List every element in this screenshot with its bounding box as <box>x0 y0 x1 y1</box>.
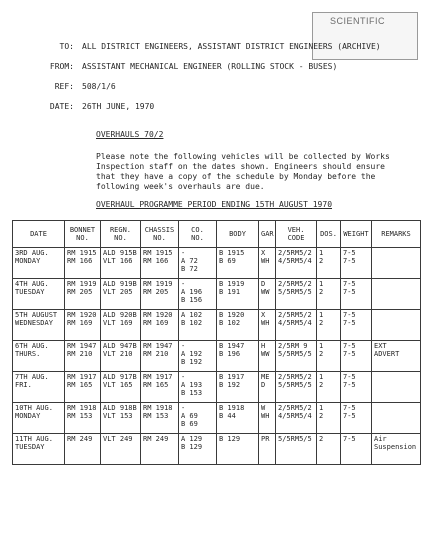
table-cell <box>372 310 421 341</box>
table-cell: A 129 B 129 <box>179 434 217 465</box>
table-row <box>13 310 421 341</box>
ref-value: 508/1/6 <box>82 82 116 91</box>
header-cell: BONNET NO. <box>65 221 101 248</box>
table-cell: 6TH AUG. THURS. <box>13 341 65 372</box>
table-cell: 7-5 7-5 <box>341 310 372 341</box>
heading: OVERHAULS 70/2 <box>96 130 164 139</box>
table-cell: 1 2 <box>317 341 341 372</box>
table-cell: B 129 <box>217 434 259 465</box>
table-cell: ALD 915B VLT 166 <box>101 248 141 279</box>
to-label: TO: <box>59 42 74 51</box>
table-cell: 7-5 7-5 <box>341 341 372 372</box>
table-cell: RM 1918 RM 153 <box>65 403 101 434</box>
table-cell: ALD 919B VLT 205 <box>101 279 141 310</box>
table-row <box>13 434 421 465</box>
table-cell: 7-5 7-5 <box>341 279 372 310</box>
header-cell: REMARKS <box>372 221 421 248</box>
table-cell: 5/5RM5/5 <box>276 434 317 465</box>
ref-label: REF: <box>54 82 74 91</box>
table-cell: 2/5RM5/2 5/5RM5/5 <box>276 279 317 310</box>
table-cell: ME D <box>259 372 276 403</box>
table-cell <box>372 403 421 434</box>
table-cell: RM 1947 RM 210 <box>65 341 101 372</box>
header-cell: BODY <box>217 221 259 248</box>
table-cell: B 1917 B 192 <box>217 372 259 403</box>
table-cell: RM 1915 RM 166 <box>65 248 101 279</box>
table-cell: RM 1947 RM 210 <box>141 341 179 372</box>
table-row <box>13 279 421 310</box>
table-cell: 1 2 <box>317 248 341 279</box>
to-value: ALL DISTRICT ENGINEERS, ASSISTANT DISTRICT ENGINEERS (ARCHIVE) <box>82 42 381 51</box>
body-line-3: that they have a copy of the schedule by Monday before the <box>96 172 376 181</box>
table-cell: - A 192 B 192 <box>179 341 217 372</box>
table-cell: ALD 917B VLT 165 <box>101 372 141 403</box>
header-cell: DATE <box>13 221 65 248</box>
table-cell: B 1919 B 191 <box>217 279 259 310</box>
table-row <box>13 372 421 403</box>
header-cell: GAR <box>259 221 276 248</box>
date-value: 26TH JUNE, 1970 <box>82 102 155 111</box>
programme-heading: OVERHAUL PROGRAMME PERIOD ENDING 15TH AUGUST 1970 <box>96 200 333 209</box>
table-cell: - A 193 B 153 <box>179 372 217 403</box>
header-cell: CO. NO. <box>179 221 217 248</box>
table-cell: 5TH AUGUST WEDNESDAY <box>13 310 65 341</box>
table-cell: ALD 920B VLT 169 <box>101 310 141 341</box>
table-row <box>13 403 421 434</box>
table-cell <box>372 279 421 310</box>
table-cell: 2/5RM 9 5/5RM5/5 <box>276 341 317 372</box>
stamp-text: SCIENTIFIC <box>330 16 386 26</box>
table-cell: 7-5 7-5 <box>341 372 372 403</box>
table-cell: - A 69 B 69 <box>179 403 217 434</box>
table-cell: B 1918 B 44 <box>217 403 259 434</box>
date-label: DATE: <box>49 102 74 111</box>
body-line-4: following week's overhauls are due. <box>96 182 265 191</box>
table-cell: 2 <box>317 434 341 465</box>
table-cell: 11TH AUG. TUESDAY <box>13 434 65 465</box>
table-cell <box>372 248 421 279</box>
table-cell: 2/5RM5/2 4/5RM5/4 <box>276 310 317 341</box>
table-cell: 1 2 <box>317 372 341 403</box>
table-cell <box>372 372 421 403</box>
table-cell: RM 1920 RM 169 <box>65 310 101 341</box>
table-cell: - A 72 B 72 <box>179 248 217 279</box>
table-cell: RM 1920 RM 169 <box>141 310 179 341</box>
table-row <box>13 341 421 372</box>
header-cell: CHASSIS NO. <box>141 221 179 248</box>
table-cell: B 1947 B 196 <box>217 341 259 372</box>
table-row <box>13 248 421 279</box>
table-cell: X WH <box>259 310 276 341</box>
from-value: ASSISTANT MECHANICAL ENGINEER (ROLLING STOCK - BUSES) <box>82 62 338 71</box>
header-cell: REGN. NO. <box>101 221 141 248</box>
table-cell: W WH <box>259 403 276 434</box>
table-cell: RM 249 <box>141 434 179 465</box>
header-cell: VEH. CODE <box>276 221 317 248</box>
table-cell: D WW <box>259 279 276 310</box>
table-cell: 2/5RM5/2 4/5RM5/4 <box>276 403 317 434</box>
table-cell: RM 1917 RM 165 <box>141 372 179 403</box>
table-cell: ALD 918B VLT 153 <box>101 403 141 434</box>
table-cell: PR <box>259 434 276 465</box>
table-cell: - A 196 B 156 <box>179 279 217 310</box>
table-cell: 7-5 7-5 <box>341 248 372 279</box>
table-cell: X WH <box>259 248 276 279</box>
body-line-2: Inspection staff on the dates shown. Engineers should ensure <box>96 162 385 171</box>
table-cell: 7-5 <box>341 434 372 465</box>
table-cell: 3RD AUG. MONDAY <box>13 248 65 279</box>
table-cell: EXT ADVERT <box>372 341 421 372</box>
table-cell: RM 1919 RM 205 <box>65 279 101 310</box>
table-cell: Air Suspension <box>372 434 421 465</box>
table-cell: RM 1918 RM 153 <box>141 403 179 434</box>
table-cell: RM 1917 RM 165 <box>65 372 101 403</box>
table-cell: 7TH AUG. FRI. <box>13 372 65 403</box>
overhaul-schedule-table <box>12 220 421 465</box>
table-header-row <box>13 221 421 248</box>
body-line-1: Please note the following vehicles will be collected by Works <box>96 152 390 161</box>
table-cell: 4TH AUG. TUESDAY <box>13 279 65 310</box>
table-cell: RM 1919 RM 205 <box>141 279 179 310</box>
table-cell: RM 1915 RM 166 <box>141 248 179 279</box>
table-cell: 7-5 7-5 <box>341 403 372 434</box>
table-cell: 1 2 <box>317 279 341 310</box>
table-cell: A 102 B 102 <box>179 310 217 341</box>
table-cell: 2/5RM5/2 4/5RM5/4 <box>276 248 317 279</box>
table-cell: B 1920 B 102 <box>217 310 259 341</box>
table-body <box>13 248 421 465</box>
from-label: FROM: <box>49 62 74 71</box>
table-cell: VLT 249 <box>101 434 141 465</box>
table-cell: B 1915 B 69 <box>217 248 259 279</box>
table-cell: 10TH AUG. MONDAY <box>13 403 65 434</box>
table-cell: H WW <box>259 341 276 372</box>
header-cell: WEIGHT <box>341 221 372 248</box>
table-cell: 1 2 <box>317 310 341 341</box>
table-cell: 2/5RM5/2 5/5RM5/5 <box>276 372 317 403</box>
table-cell: ALD 947B VLT 210 <box>101 341 141 372</box>
header-cell: DOS. <box>317 221 341 248</box>
table-cell: RM 249 <box>65 434 101 465</box>
table-cell: 1 2 <box>317 403 341 434</box>
